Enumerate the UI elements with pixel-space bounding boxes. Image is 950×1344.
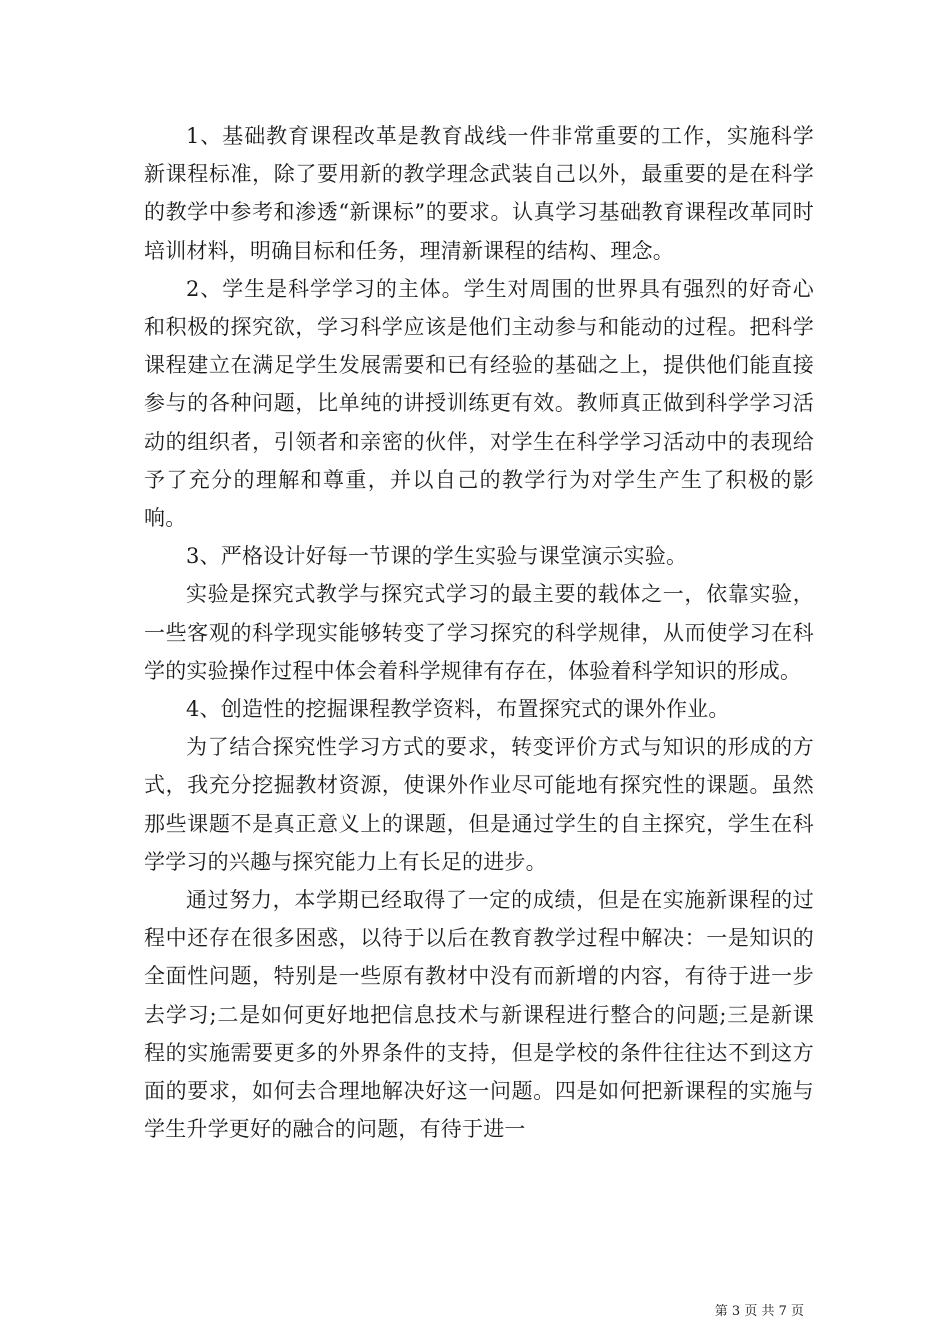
paragraph-5: 4、创造性的挖掘课程教学资料，布置探究式的课外作业。 (186, 697, 730, 722)
document-body (144, 117, 814, 1148)
paragraph-1: 1、基础教育课程改革是教育战线一件非常重要的工作，实施科学新课程标准，除了要用新的教学理念武装自己以外，最重要的是在科学的教学中参考和渗透“新课标”的要求。认真学习基础教育课程改革同时培训材料，明确目标和任务，理清新课程的结构、理念。 (144, 124, 814, 263)
page-number: 第 3 页 共 7 页 (714, 1304, 804, 1319)
paragraph-7: 通过努力，本学期已经取得了一定的成绩，但是在实施新课程的过程中还存在很多困惑，以待于以后在教育教学过程中解决：一是知识的全面性问题，特别是一些原有教材中没有而新增的内容，有待于进一步去学习;二是如何更好地把信息技术与新课程进行整合的问题;三是新课程的实施需要更多的外界条件的支持，但是学校的条件往往达不到这方面的要求，如何去合理地解决好这一问题。四是如何把新课程的实施与学生升学更好的融合的问题，有待于进一 (144, 888, 814, 1142)
paragraph-6: 为了结合探究性学习方式的要求，转变评价方式与知识的形成的方式，我充分挖掘教材资源，使课外作业尽可能地有探究性的课题。虽然那些课题不是真正意义上的课题，但是通过学生的自主探究，学生在科学学习的兴趣与探究能力上有长足的进步。 (144, 735, 814, 874)
paragraph-3: 3、严格设计好每一节课的学生实验与课堂演示实验。 (186, 544, 688, 569)
paragraph-4: 实验是探究式教学与探究式学习的最主要的载体之一，依靠实验，一些客观的科学现实能够转变了学习探究的科学规律，从而使学习在科学的实验操作过程中体会着科学规律有存在，体验着科学知识的形成。 (144, 582, 814, 683)
paragraph-2: 2、学生是科学学习的主体。学生对周围的世界具有强烈的好奇心和积极的探究欲，学习科学应该是他们主动参与和能动的过程。把科学课程建立在满足学生发展需要和已有经验的基础之上，提供他们能直接参与的各种问题，比单纯的讲授训练更有效。教师真正做到科学学习活动的组织者，引领者和亲密的伙伴，对学生在科学学习活动中的表现给予了充分的理解和尊重，并以自己的教学行为对学生产生了积极的影响。 (144, 276, 814, 531)
